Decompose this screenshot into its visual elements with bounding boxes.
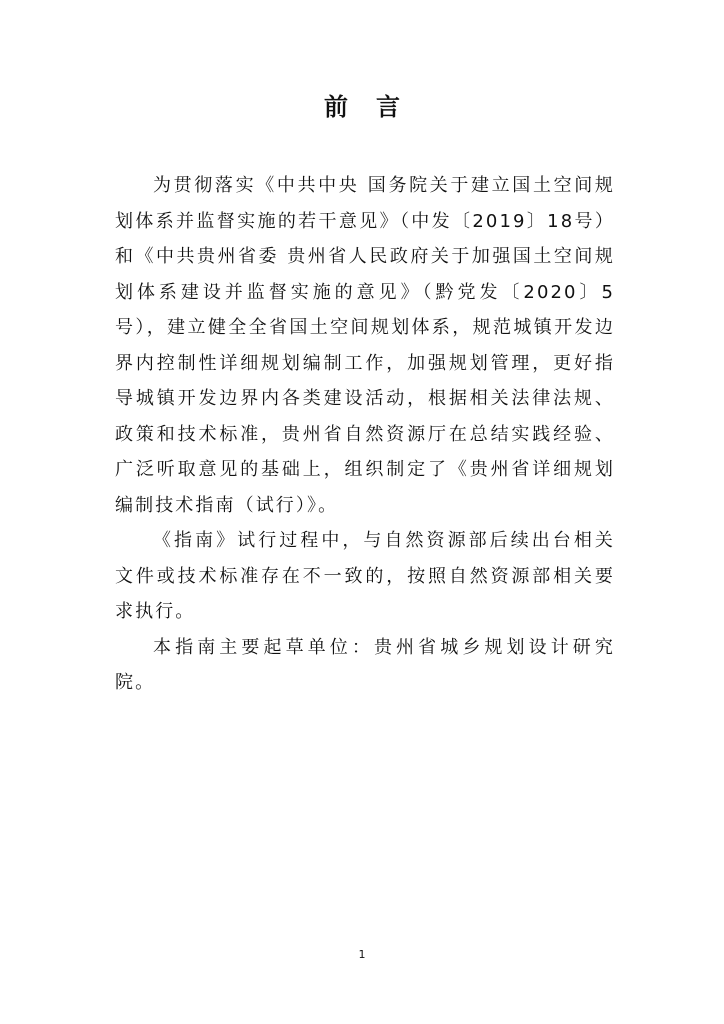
paragraph-consistency: 《指南》试行过程中，与自然资源部后续出台相关文件或技术标准存在不一致的，按照自然资源部相关要求执行。 [115, 530, 615, 622]
page-title: 前言 [324, 93, 428, 121]
page-number: 1 [358, 948, 366, 961]
paragraph-purpose: 为贯彻落实《中共中央 国务院关于建立国土空间规划体系并监督实施的若干意见》（中发〔2019〕18号）和《中共贵州省委 贵州省人民政府关于加强国土空间规划体系建设并监督实施的意见》（黔党发〔2020〕5号），建立健全全省国土空间规划体系，规范城镇开发边界内控制性详细规划编制工作，加强规划管理，更好指导城镇开发边界内各类建设活动，根据相关法律法规、政策和技术标准，贵州省自然资源厅在总结实践经验、广泛听取意见的基础上，组织制定了《贵州省详细规划编制技术指南（试行）》。 [115, 175, 615, 516]
preface-body [115, 168, 615, 701]
paragraph-drafting-unit: 本指南主要起草单位：贵州省城乡规划设计研究院。 [115, 636, 615, 693]
